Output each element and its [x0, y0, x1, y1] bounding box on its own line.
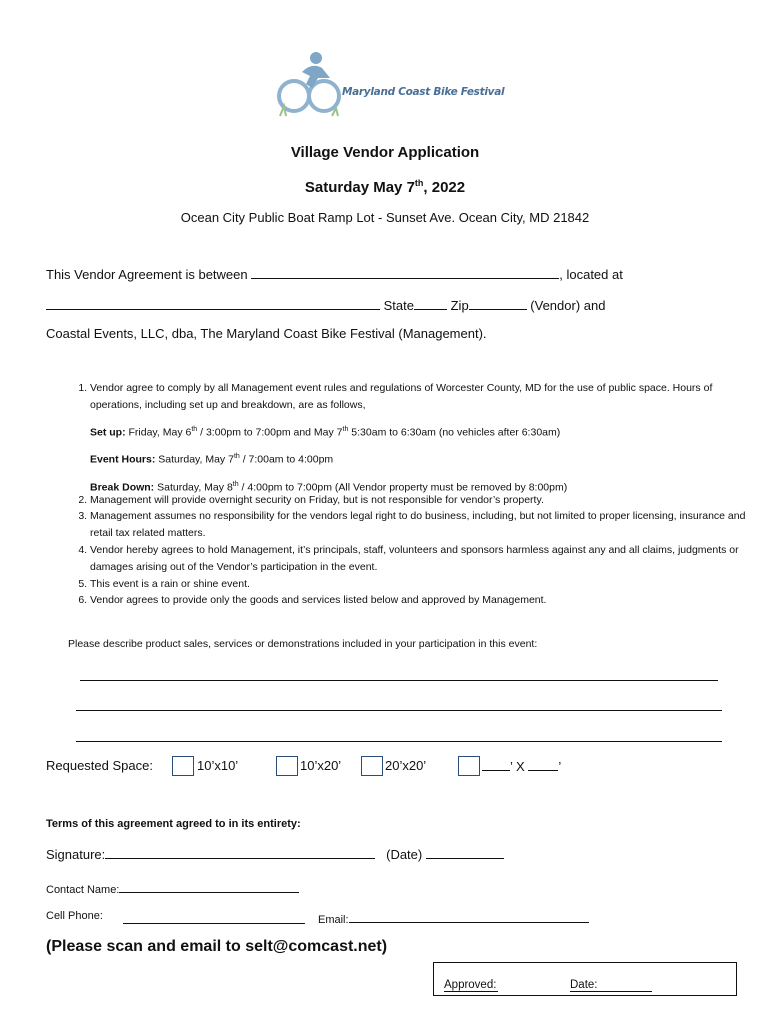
space-custom-checkbox[interactable]	[458, 756, 480, 776]
list-item: 4. Vendor hereby agrees to hold Management, it’s principals, staff, volunteers and sponsors harmless against any and all claims, judgments or damages arising out of the Vendor’s participation in the event.	[90, 542, 750, 576]
description-line-2[interactable]	[76, 710, 722, 711]
list-item: 3. Management assumes no responsibility for the vendors legal right to do business, including, but not limited to proper licensing, insurance and retail tax related matters.	[90, 508, 750, 542]
space-custom-entry: ’ X ’	[482, 758, 561, 774]
logo-text: Maryland Coast Bike Festival	[342, 86, 505, 98]
space-20x20-label: 20’x20’	[385, 758, 427, 773]
cell-phone-field[interactable]	[123, 923, 305, 924]
space-10x10-label: 10’x10’	[197, 758, 239, 773]
zip-field[interactable]	[469, 297, 527, 310]
email-field[interactable]	[349, 910, 589, 923]
space-10x10-checkbox[interactable]	[172, 756, 194, 776]
breakdown-hours: Break Down: Saturday, May 8th / 4:00pm to 7:00pm (All Vendor property must be removed by 8:00pm)	[90, 481, 568, 494]
space-10x20-label: 10’x20’	[300, 758, 342, 773]
terms-heading: Terms of this agreement agreed to in its entirety:	[46, 818, 301, 830]
festival-logo	[272, 48, 504, 120]
terms-list	[46, 380, 750, 609]
list-item: 2. Management will provide overnight security on Friday, but is not responsible for vendor’s property.	[90, 492, 750, 509]
signature-field[interactable]	[105, 846, 375, 859]
cyclist-logo-icon	[272, 48, 352, 120]
contact-name-field[interactable]	[119, 880, 299, 893]
agreement-line-2: State Zip (Vendor) and	[46, 297, 605, 313]
space-10x20-checkbox[interactable]	[276, 756, 298, 776]
vendor-address-field[interactable]	[46, 297, 380, 310]
custom-length-field[interactable]	[528, 758, 558, 771]
agreement-line-1: This Vendor Agreement is between , located at	[46, 267, 623, 282]
description-line-1[interactable]	[80, 680, 718, 681]
cell-phone-label: Cell Phone:	[46, 910, 103, 922]
contact-row: Contact Name:	[46, 880, 299, 896]
approval-date-field[interactable]	[570, 979, 652, 992]
setup-hours: Set up: Friday, May 6th / 3:00pm to 7:00pm and May 7th 5:30am to 6:30am (no vehicles after 6:30am)	[90, 426, 561, 439]
page-title: Village Vendor Application	[290, 144, 480, 161]
event-hours: Event Hours: Saturday, May 7th / 7:00am to 4:00pm	[90, 453, 334, 466]
approved-field[interactable]	[444, 979, 498, 992]
describe-prompt: Please describe product sales, services or demonstrations included in your participation in this event:	[68, 638, 538, 650]
list-item: 5. This event is a rain or shine event.	[90, 576, 750, 593]
state-field[interactable]	[414, 297, 447, 310]
requested-space-label: Requested Space:	[46, 758, 153, 773]
vendor-name-field[interactable]	[251, 266, 559, 279]
approval-box: Approved: Date:	[433, 962, 737, 996]
signature-date-field[interactable]	[426, 846, 504, 859]
list-item: 1. Vendor agree to comply by all Management event rules and regulations of Worcester County, MD for the use of public space. Hours of operations, including set up and breakdown, are as follows,	[90, 380, 750, 414]
description-line-3[interactable]	[76, 741, 722, 742]
space-20x20-checkbox[interactable]	[361, 756, 383, 776]
signature-row: Signature: (Date)	[46, 846, 504, 862]
email-row: Email:	[318, 910, 589, 926]
custom-width-field[interactable]	[482, 758, 510, 771]
agreement-line-3: Coastal Events, LLC, dba, The Maryland Coast Bike Festival (Management).	[46, 326, 487, 341]
event-date: Saturday May 7th, 2022	[304, 178, 466, 196]
scan-instructions: (Please scan and email to selt@comcast.net)	[46, 938, 388, 955]
event-location: Ocean City Public Boat Ramp Lot - Sunset Ave. Ocean City, MD 21842	[180, 210, 590, 225]
list-item: 6. Vendor agrees to provide only the goods and services listed below and approved by Management.	[90, 592, 750, 609]
